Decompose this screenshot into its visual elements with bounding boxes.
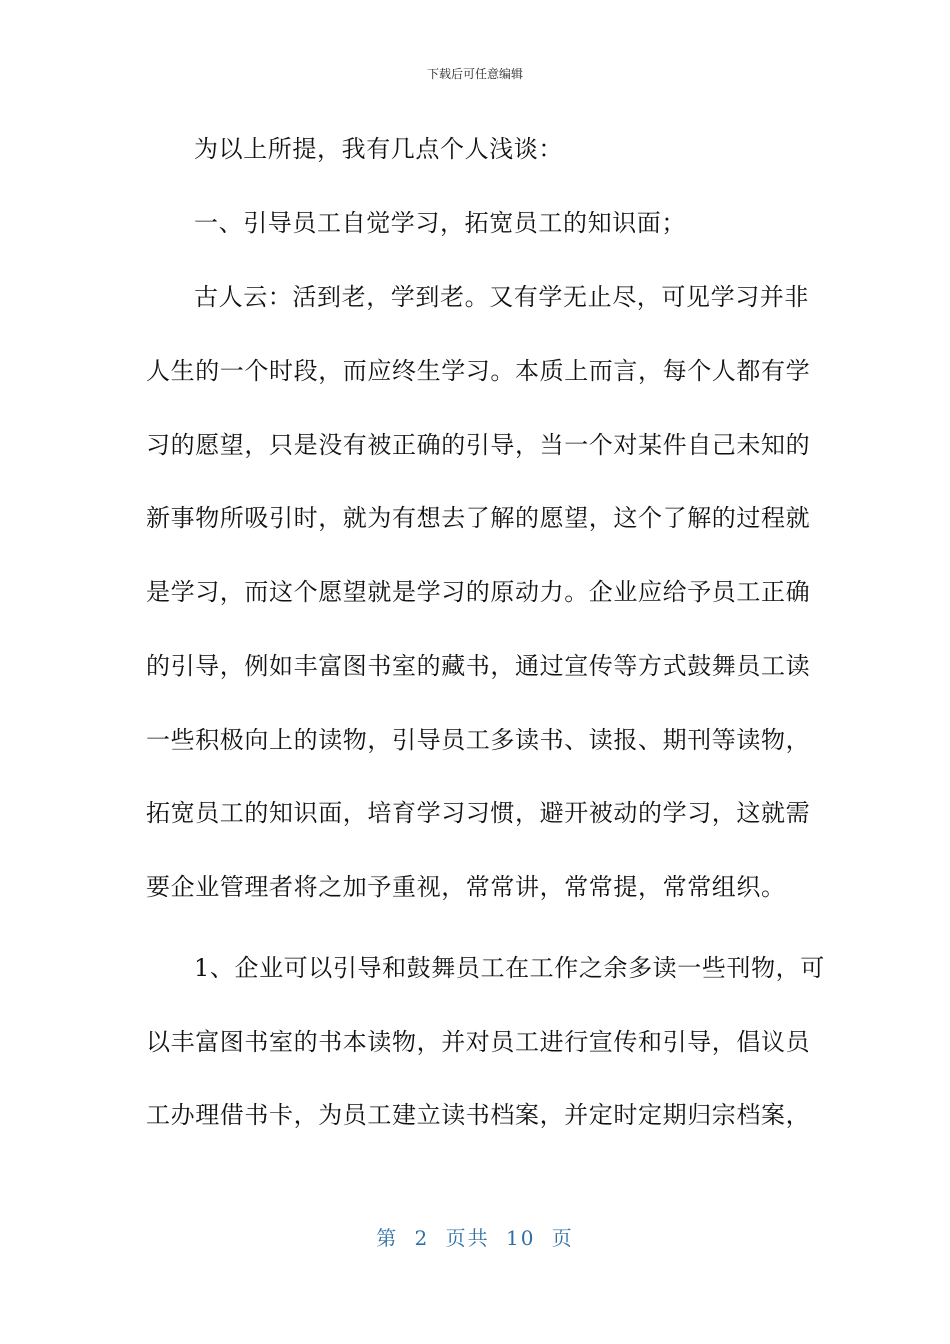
- paragraph-line: 一些积极向上的读物，引导员工多读书、读报、期刊等读物，: [146, 726, 811, 754]
- paragraph-line: 拓宽员工的知识面，培育学习习惯，避开被动的学习，这就需: [146, 799, 811, 827]
- paragraph-line: 为以上所提，我有几点个人浅谈：: [194, 135, 563, 163]
- paragraph-line: 工办理借书卡，为员工建立读书档案，并定时定期归宗档案，: [146, 1101, 811, 1129]
- paragraph-line: 习的愿望，只是没有被正确的引导，当一个对某件自己未知的: [146, 431, 811, 459]
- paragraph-line: 新事物所吸引时，就为有想去了解的愿望，这个了解的过程就: [146, 504, 811, 532]
- page-number-footer: 第 2 页共 10 页: [376, 1226, 574, 1250]
- paragraph-line: 要企业管理者将之加予重视，常常讲，常常提，常常组织。: [146, 873, 786, 901]
- paragraph-line: 1、企业可以引导和鼓舞员工在工作之余多读一些刊物，可: [194, 954, 825, 982]
- paragraph-line: 是学习，而这个愿望就是学习的原动力。企业应给予员工正确: [146, 578, 811, 606]
- paragraph-line: 古人云：活到老，学到老。又有学无止尽，可见学习并非: [194, 283, 809, 311]
- paragraph-line: 的引导，例如丰富图书室的藏书，通过宣传等方式鼓舞员工读: [146, 652, 811, 680]
- paragraph-line: 人生的一个时段，而应终生学习。本质上而言，每个人都有学: [146, 357, 811, 385]
- section-heading: 一、引导员工自觉学习，拓宽员工的知识面；: [194, 209, 686, 237]
- paragraph-line: 以丰富图书室的书本读物，并对员工进行宣传和引导，倡议员: [146, 1028, 811, 1056]
- page-header: 下载后可任意编辑: [426, 67, 523, 81]
